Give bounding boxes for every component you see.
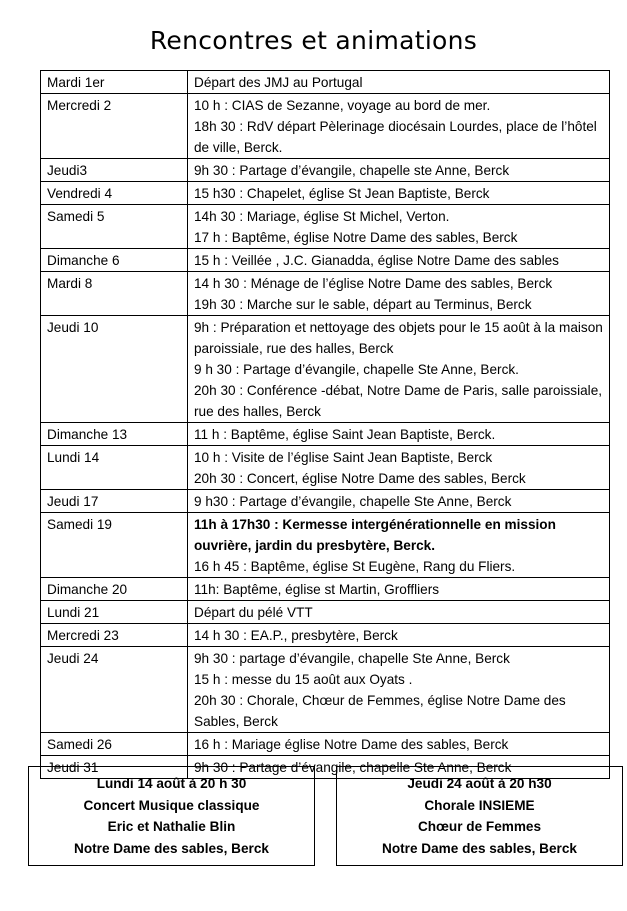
announcement-date: Lundi 14 août à 20 h 30 bbox=[96, 776, 247, 791]
event-line: 9h : Préparation et nettoyage des objets pour le 15 août à la maison paroissiale, rue des halles, Berck bbox=[194, 320, 603, 356]
event-line: 20h 30 : Concert, église Notre Dame des sables, Berck bbox=[194, 471, 526, 486]
table-row bbox=[41, 578, 610, 601]
event-line: 19h 30 : Marche sur le sable, départ au Terminus, Berck bbox=[194, 297, 532, 312]
events-cell bbox=[188, 578, 610, 601]
table-row bbox=[41, 71, 610, 94]
event-line: 15 h30 : Chapelet, église St Jean Baptiste, Berck bbox=[194, 186, 490, 201]
events-cell bbox=[188, 249, 610, 272]
day-cell: Lundi 21 bbox=[41, 601, 188, 624]
day-cell: Mardi 1er bbox=[41, 71, 188, 94]
event-line: 9h 30 : Partage d’évangile, chapelle ste Anne, Berck bbox=[194, 163, 510, 178]
event-line: 16 h : Mariage église Notre Dame des sables, Berck bbox=[194, 737, 509, 752]
table-row bbox=[41, 205, 610, 249]
event-line-highlight: 11h à 17h30 : Kermesse intergénérationnelle en mission ouvrière, jardin du presbytère, Berck. bbox=[194, 517, 556, 553]
events-cell bbox=[188, 159, 610, 182]
events-cell bbox=[188, 272, 610, 316]
day-cell: Mercredi 23 bbox=[41, 624, 188, 647]
event-line: 18h 30 : RdV départ Pèlerinage diocésain Lourdes, place de l’hôtel de ville, Berck. bbox=[194, 119, 597, 155]
event-line: Départ du pélé VTT bbox=[194, 605, 313, 620]
events-cell bbox=[188, 624, 610, 647]
events-cell bbox=[188, 490, 610, 513]
day-cell: Jeudi 10 bbox=[41, 316, 188, 423]
day-cell: Samedi 5 bbox=[41, 205, 188, 249]
event-line: 15 h : messe du 15 août aux Oyats . bbox=[194, 672, 413, 687]
table-row bbox=[41, 159, 610, 182]
events-cell bbox=[188, 647, 610, 733]
events-cell bbox=[188, 182, 610, 205]
table-row bbox=[41, 94, 610, 159]
day-cell: Dimanche 13 bbox=[41, 423, 188, 446]
event-line: 11h: Baptême, église st Martin, Groffliers bbox=[194, 582, 440, 597]
table-row bbox=[41, 601, 610, 624]
day-cell: Jeudi 31 bbox=[41, 756, 188, 779]
event-line: 10 h : Visite de l’église Saint Jean Baptiste, Berck bbox=[194, 450, 493, 465]
event-line: 14h 30 : Mariage, église St Michel, Verton. bbox=[194, 209, 450, 224]
table-row bbox=[41, 316, 610, 423]
event-line: 9 h 30 : Partage d’évangile, chapelle Ste Anne, Berck. bbox=[194, 362, 519, 377]
announcement-event: Chorale INSIEME bbox=[424, 797, 535, 813]
event-line: Départ des JMJ au Portugal bbox=[194, 75, 363, 90]
announcement-event: Concert Musique classique bbox=[83, 797, 260, 813]
day-cell: Samedi 19 bbox=[41, 513, 188, 578]
events-cell bbox=[188, 205, 610, 249]
concert-announcement-box bbox=[28, 766, 315, 866]
events-cell bbox=[188, 316, 610, 423]
table-row bbox=[41, 272, 610, 316]
event-line: 10 h : CIAS de Sezanne, voyage au bord de mer. bbox=[194, 98, 491, 113]
event-line: 14 h 30 : Ménage de l’église Notre Dame des sables, Berck bbox=[194, 276, 553, 291]
table-row bbox=[41, 182, 610, 205]
day-cell: Jeudi 17 bbox=[41, 490, 188, 513]
day-cell: Dimanche 20 bbox=[41, 578, 188, 601]
announcement-performers: Chœur de Femmes bbox=[417, 819, 542, 834]
table-row bbox=[41, 647, 610, 733]
table-row bbox=[41, 733, 610, 756]
event-line: 9h 30 : partage d’évangile, chapelle Ste Anne, Berck bbox=[194, 651, 510, 666]
table-row bbox=[41, 490, 610, 513]
table-row bbox=[41, 513, 610, 578]
day-cell: Samedi 26 bbox=[41, 733, 188, 756]
events-table bbox=[40, 70, 610, 779]
day-cell: Vendredi 4 bbox=[41, 182, 188, 205]
event-line: 16 h 45 : Baptême, église St Eugène, Rang du Fliers. bbox=[194, 559, 516, 574]
day-cell: Jeudi3 bbox=[41, 159, 188, 182]
event-line: 20h 30 : Conférence -débat, Notre Dame de Paris, salle paroissiale, rue des halles, Berck bbox=[194, 383, 603, 419]
events-cell bbox=[188, 71, 610, 94]
events-cell bbox=[188, 94, 610, 159]
event-line: 15 h : Veillée , J.C. Gianadda, église Notre Dame des sables bbox=[194, 253, 559, 268]
table-row bbox=[41, 423, 610, 446]
day-cell: Mercredi 2 bbox=[41, 94, 188, 159]
events-cell bbox=[188, 513, 610, 578]
events-cell bbox=[188, 423, 610, 446]
page-title: Rencontres et animations bbox=[149, 26, 478, 55]
day-cell: Dimanche 6 bbox=[41, 249, 188, 272]
event-line: 20h 30 : Chorale, Chœur de Femmes, église Notre Dame des Sables, Berck bbox=[194, 693, 566, 729]
day-cell: Lundi 14 bbox=[41, 446, 188, 490]
event-line: 14 h 30 : EA.P., presbytère, Berck bbox=[194, 628, 398, 643]
table-row bbox=[41, 624, 610, 647]
events-cell bbox=[188, 446, 610, 490]
day-cell: Jeudi 24 bbox=[41, 647, 188, 733]
day-cell: Mardi 8 bbox=[41, 272, 188, 316]
announcement-date: Jeudi 24 août à 20 h30 bbox=[407, 776, 552, 791]
event-line: 17 h : Baptême, église Notre Dame des sables, Berck bbox=[194, 230, 518, 245]
announcement-location: Notre Dame des sables, Berck bbox=[74, 840, 269, 856]
events-cell bbox=[188, 601, 610, 624]
announcement-location: Notre Dame des sables, Berck bbox=[382, 840, 577, 856]
announcement-performers: Eric et Nathalie Blin bbox=[107, 819, 236, 834]
table-row bbox=[41, 249, 610, 272]
event-line: 9 h30 : Partage d’évangile, chapelle Ste Anne, Berck bbox=[194, 494, 512, 509]
choir-announcement-box bbox=[336, 766, 623, 866]
table-row bbox=[41, 446, 610, 490]
event-line: 9h 30 : Partage d’évangile, chapelle Ste Anne, Berck bbox=[194, 760, 512, 775]
events-cell bbox=[188, 733, 610, 756]
event-line: 11 h : Baptême, église Saint Jean Baptiste, Berck. bbox=[194, 427, 496, 442]
